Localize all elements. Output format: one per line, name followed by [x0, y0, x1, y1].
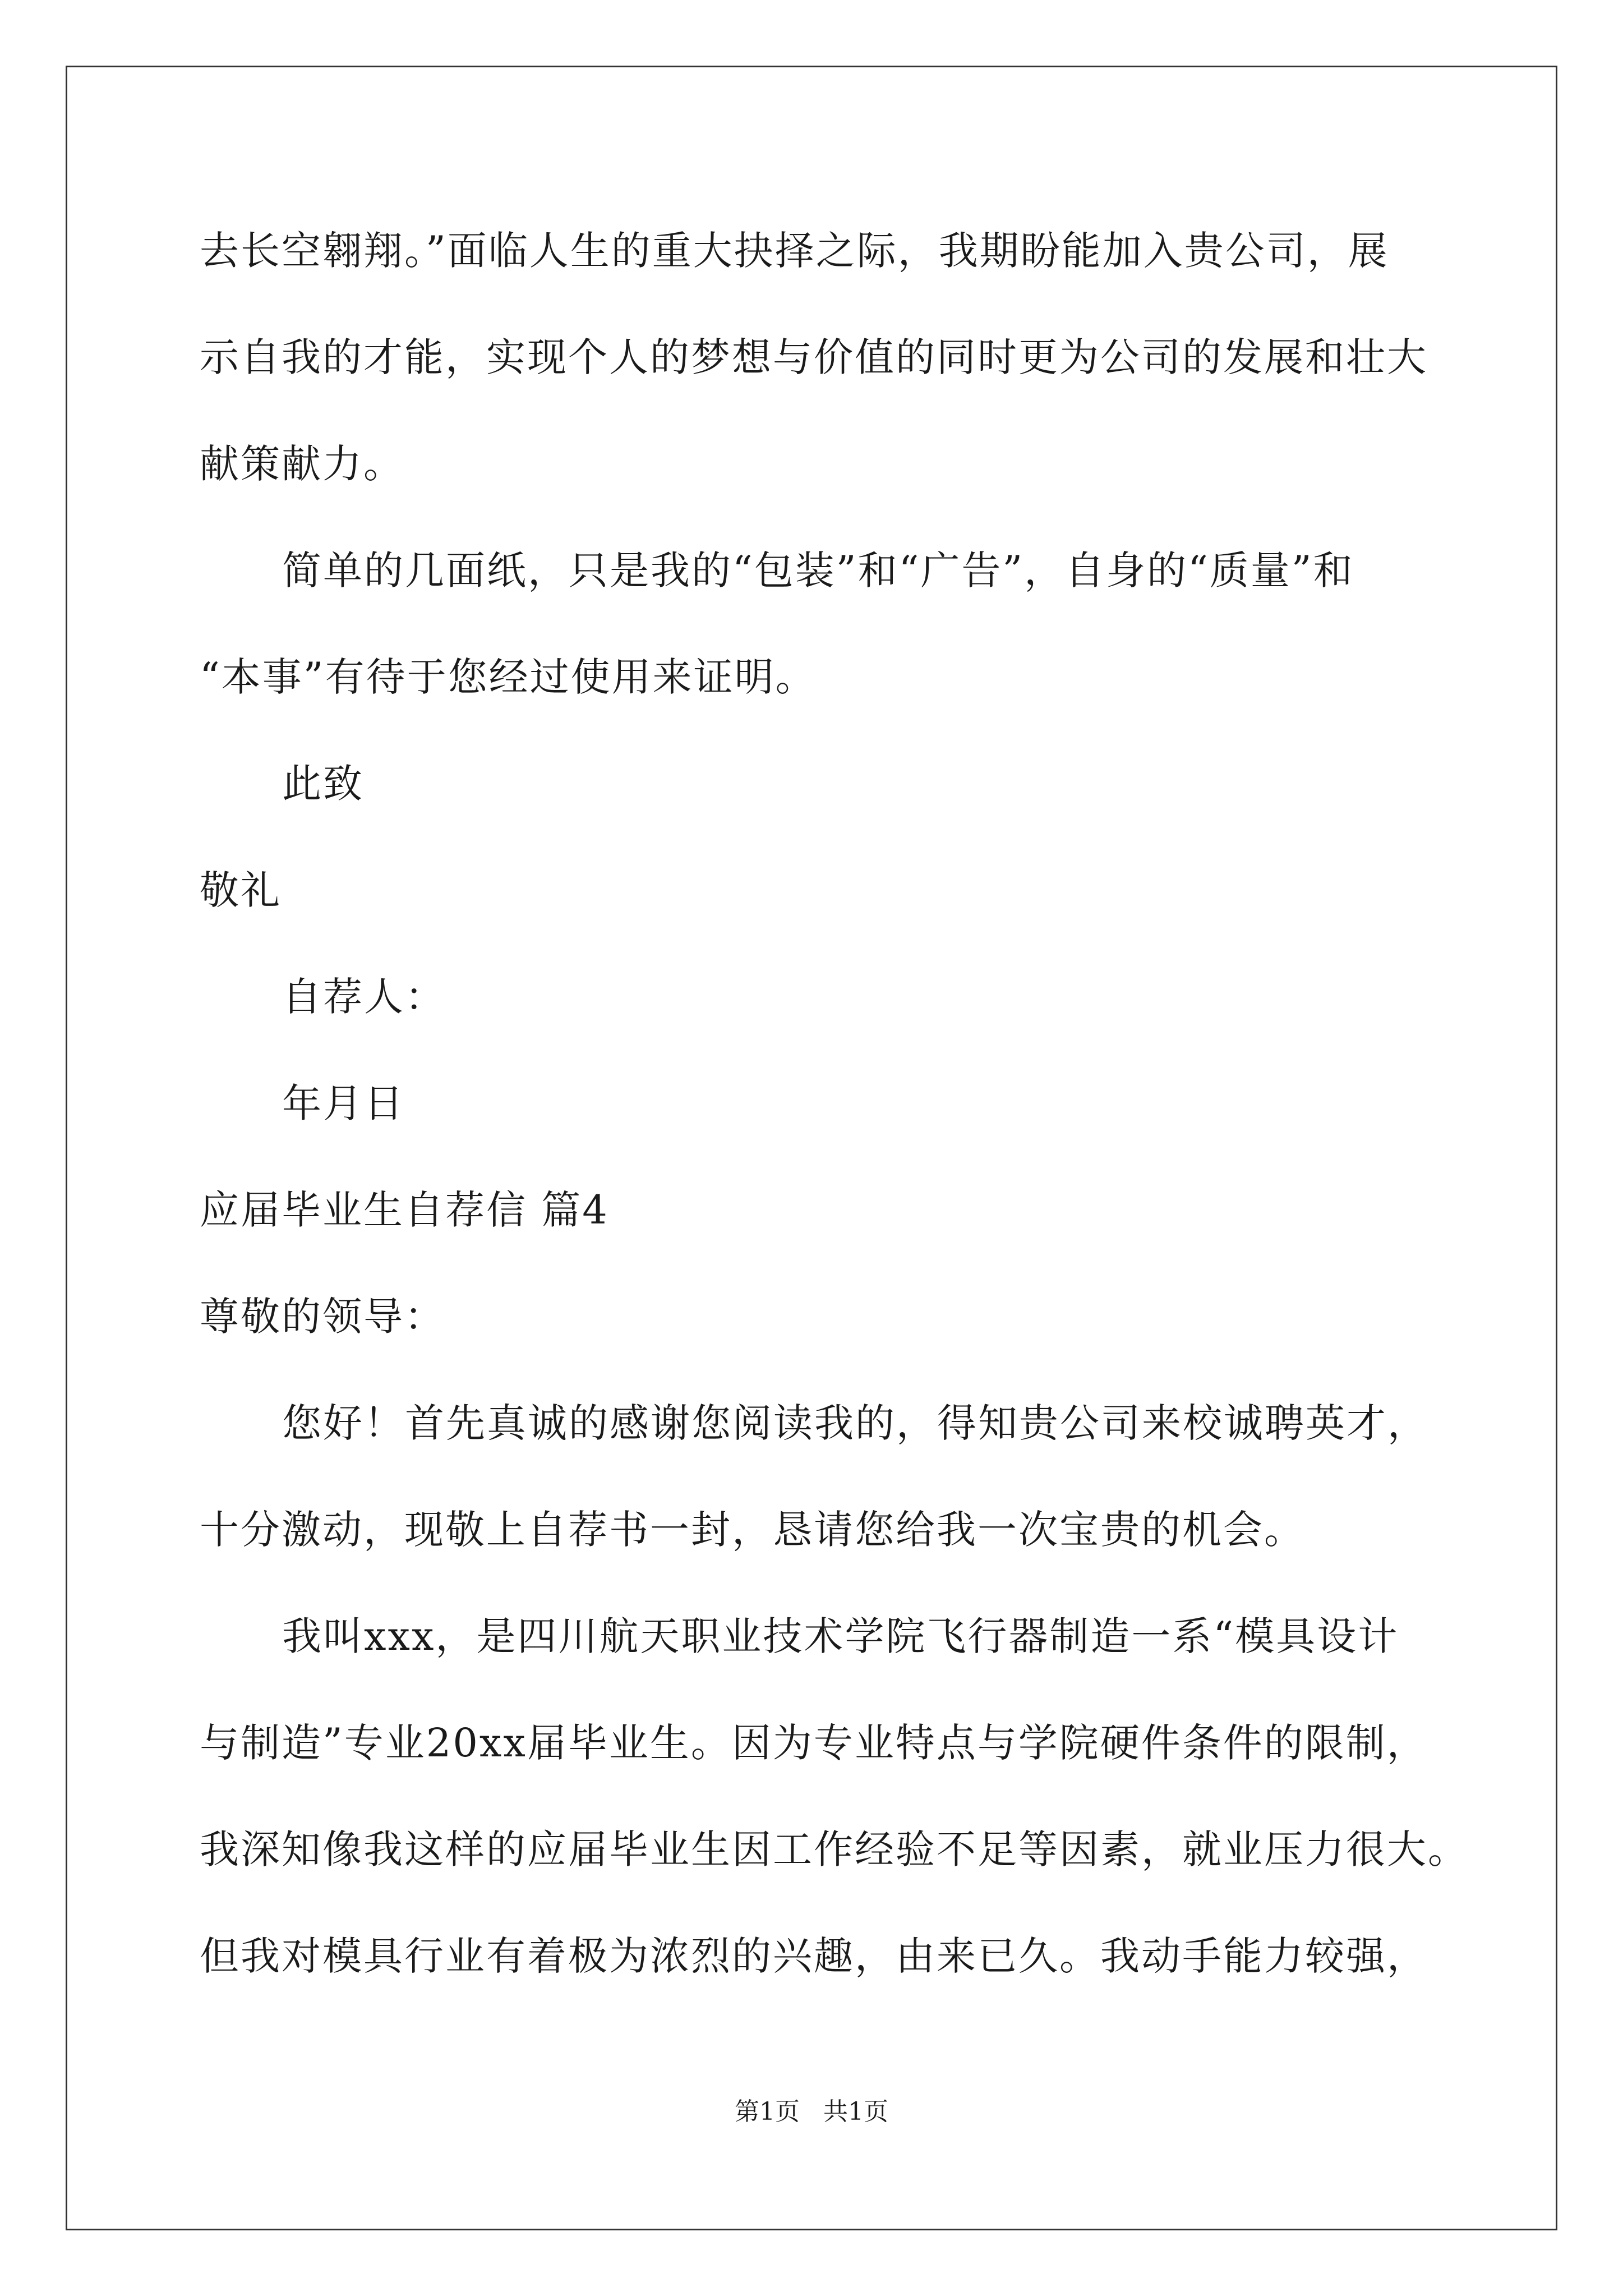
page-number: 第1页 共1页 — [735, 2097, 888, 2126]
closing-regards: 敬礼 — [200, 867, 282, 913]
body-line: 与制造”专业20xx届毕业生。因为专业特点与学院硬件条件的限制， — [200, 1720, 1428, 1766]
signature-label: 自荐人： — [282, 974, 446, 1020]
body-line: 简单的几面纸，只是我的“包装”和“广告”，自身的“质量”和 — [282, 547, 1354, 593]
page-border — [66, 66, 1557, 2230]
date-label: 年月日 — [282, 1080, 405, 1126]
greeting: 尊敬的领导： — [200, 1294, 445, 1340]
body-line: 示自我的才能，实现个人的梦想与价值的同时更为公司的发展和壮大 — [200, 334, 1428, 380]
body-line: 但我对模具行业有着极为浓烈的兴趣，由来已久。我动手能力较强， — [200, 1933, 1428, 1979]
body-line: 去长空翱翔。”面临人生的重大抉择之际，我期盼能加入贵公司，展 — [200, 228, 1389, 274]
body-line: 十分激动，现敬上自荐书一封，恳请您给我一次宝贵的机会。 — [200, 1507, 1305, 1553]
closing-salutation: 此致 — [282, 761, 364, 807]
body-line: 我深知像我这样的应届毕业生因工作经验不足等因素，就业压力很大。 — [200, 1826, 1469, 1872]
body-line: 献策献力。 — [200, 441, 404, 487]
body-line: 您好！首先真诚的感谢您阅读我的，得知贵公司来校诚聘英才， — [282, 1400, 1428, 1446]
body-line: “本事”有待于您经过使用来证明。 — [200, 654, 817, 700]
body-line: 我叫xxx，是四川航天职业技术学院飞行器制造一系“模具设计 — [282, 1613, 1399, 1659]
section-heading: 应届毕业生自荐信 篇4 — [200, 1187, 609, 1233]
